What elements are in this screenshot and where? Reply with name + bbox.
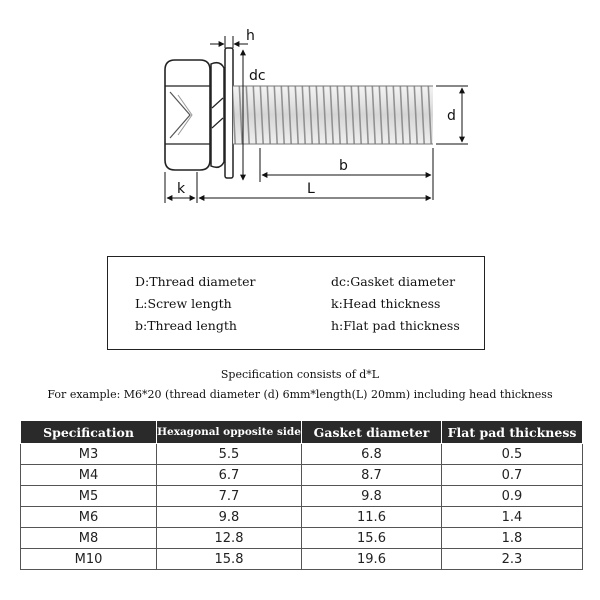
cell-spec: M10 <box>21 549 157 570</box>
cell-flat-pad: 0.9 <box>442 486 583 507</box>
cell-spec: M4 <box>21 465 157 486</box>
label-k: k <box>177 181 186 197</box>
spec-table <box>20 420 583 570</box>
table-row <box>21 486 583 507</box>
dimension-h <box>210 28 255 48</box>
cell-flat-pad: 1.8 <box>442 528 583 549</box>
cell-gasket: 6.8 <box>302 444 442 465</box>
label-b: b <box>339 158 348 174</box>
dimension-k <box>165 172 197 203</box>
legend-screw-length: L:Screw length <box>135 296 232 311</box>
label-L: L <box>307 181 315 197</box>
table-row <box>21 444 583 465</box>
cell-spec: M3 <box>21 444 157 465</box>
cell-gasket: 15.6 <box>302 528 442 549</box>
table-row <box>21 528 583 549</box>
cell-flat-pad: 0.7 <box>442 465 583 486</box>
cell-flat-pad: 2.3 <box>442 549 583 570</box>
hex-head <box>165 60 210 170</box>
table-header-row <box>21 421 583 444</box>
cell-flat-pad: 1.4 <box>442 507 583 528</box>
table-row <box>21 507 583 528</box>
spec-note-line2: For example: M6*20 (thread diameter (d) 6mm*length(L) 20mm) including head thickness <box>47 388 553 401</box>
screw-diagram <box>0 0 600 230</box>
label-h: h <box>246 28 255 44</box>
table-row <box>21 549 583 570</box>
spring-washer <box>211 63 224 168</box>
legend-thread-diameter: D:Thread diameter <box>135 274 256 289</box>
table-row <box>21 465 583 486</box>
cell-spec: M5 <box>21 486 157 507</box>
cell-hex: 15.8 <box>157 549 302 570</box>
cell-hex: 7.7 <box>157 486 302 507</box>
cell-spec: M8 <box>21 528 157 549</box>
cell-gasket: 11.6 <box>302 507 442 528</box>
flat-washer <box>225 48 233 178</box>
cell-spec: M6 <box>21 507 157 528</box>
cell-hex: 6.7 <box>157 465 302 486</box>
legend-gasket-diameter: dc:Gasket diameter <box>331 274 456 289</box>
cell-gasket: 8.7 <box>302 465 442 486</box>
spec-note-line1: Specification consists of d*L <box>220 368 380 381</box>
header-hexagonal-opposite-side: Hexagonal opposite side <box>157 421 302 444</box>
cell-hex: 12.8 <box>157 528 302 549</box>
dimension-b <box>260 148 433 200</box>
cell-gasket: 9.8 <box>302 486 442 507</box>
header-gasket-diameter: Gasket diameter <box>302 421 442 444</box>
label-dc: dc <box>249 68 266 84</box>
legend-thread-length: b:Thread length <box>135 318 237 333</box>
label-d: d <box>447 108 456 124</box>
legend-box <box>107 256 485 350</box>
cell-hex: 9.8 <box>157 507 302 528</box>
header-specification: Specification <box>21 421 157 444</box>
legend-head-thickness: k:Head thickness <box>331 296 441 311</box>
legend-flat-pad-thickness: h:Flat pad thickness <box>331 318 460 333</box>
cell-gasket: 19.6 <box>302 549 442 570</box>
dimension-d <box>436 86 468 144</box>
cell-hex: 5.5 <box>157 444 302 465</box>
header-flat-pad-thickness: Flat pad thickness <box>442 421 583 444</box>
threaded-shank <box>233 86 433 144</box>
dimension-L <box>199 181 431 198</box>
cell-flat-pad: 0.5 <box>442 444 583 465</box>
